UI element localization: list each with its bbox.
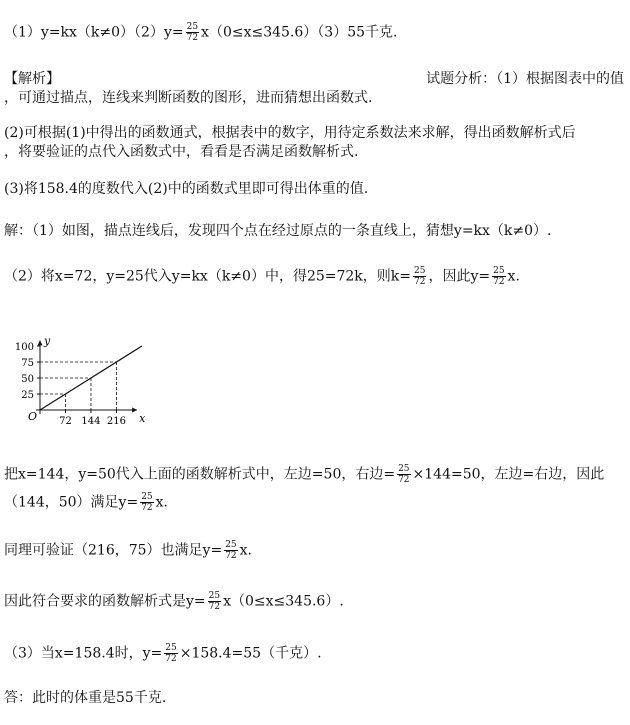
solution-step1: 解：（1）如图，描点连线后，发现四个点在经过原点的一条直线上，猜想y=kx（k≠0）. <box>4 223 552 239</box>
solution-step5-text-b: x. <box>239 542 252 559</box>
x-axis-arrow <box>132 408 137 413</box>
solution-step6-text-b: x（0≤x≤345.6）. <box>223 593 344 610</box>
fraction <box>224 540 237 561</box>
analysis-line4: ，将要验证的点代入函数式中，看看是否满足函数解析式. <box>4 144 359 160</box>
analysis-label: 【解析】 <box>4 71 60 87</box>
solution-step7-text-b: ×158.4=55（千克）. <box>179 645 322 662</box>
fraction-denominator: 72 <box>141 503 153 513</box>
solution-step4 <box>4 492 168 513</box>
origin-label: O <box>28 410 38 423</box>
fraction-numerator: 25 <box>208 591 221 601</box>
solution-step2 <box>4 266 520 287</box>
y-tick-label: 50 <box>21 374 34 385</box>
solution-step4-text-a: （144，50）满足y= <box>4 494 139 511</box>
x-tick-label: 144 <box>81 416 101 427</box>
fraction-denominator: 72 <box>493 277 505 287</box>
fraction-numerator: 25 <box>398 464 410 474</box>
solution-step5 <box>4 540 252 561</box>
fraction-denominator: 72 <box>414 277 426 287</box>
y-axis-arrow <box>38 340 43 345</box>
solution-step3-text-a: 把x=144，y=50代入上面的函数解析式中，左边=50，右边= <box>4 466 396 483</box>
fraction-numerator: 25 <box>225 540 237 550</box>
solution-step2-text-c: x. <box>507 268 520 285</box>
x-tick-label: 216 <box>106 416 127 427</box>
function-graph <box>10 312 170 430</box>
solution-step4-text-b: x. <box>155 494 168 511</box>
fraction-denominator: 72 <box>165 654 177 664</box>
x-axis-label: x <box>139 412 146 425</box>
answer-part1: （1）y=kx（k≠0）（2）y= <box>4 24 184 41</box>
solution-step2-text-b: ，因此y= <box>428 268 491 285</box>
fraction-denominator: 72 <box>208 602 221 612</box>
fraction-numerator: 25 <box>165 643 177 653</box>
fraction <box>164 643 177 664</box>
analysis-line3: (2)可根据(1)中得出的函数通式，根据表中的数字，用待定系数法来求解，得出函数解析式后 <box>4 125 576 141</box>
solution-step5-text-a: 同理可验证（216，75）也满足y= <box>4 542 223 559</box>
fraction-numerator: 25 <box>493 266 505 276</box>
solution-step6-text-a: 因此符合要求的函数解析式是y= <box>4 593 206 610</box>
solution-step2-text-a: （2）将x=72，y=25代入y=kx（k≠0）中，得25=72k，则k= <box>4 268 411 285</box>
fraction <box>140 492 153 513</box>
fraction-denominator: 72 <box>186 33 199 43</box>
y-tick-label: 75 <box>21 358 34 369</box>
final-answer: 答：此时的体重是55千克. <box>4 690 167 706</box>
fraction <box>208 591 221 612</box>
y-tick-label: 100 <box>14 342 34 353</box>
analysis-line2: ，可通过描点，连线来判断函数的图形，进而猜想出函数式. <box>4 90 373 106</box>
fraction-denominator: 72 <box>225 551 237 561</box>
fraction-numerator: 25 <box>186 22 199 32</box>
y-axis-label: y <box>44 334 51 348</box>
answer-part2: x（0≤x≤345.6）（3）55千克. <box>201 24 398 41</box>
solution-step6 <box>4 591 344 612</box>
answer-fraction <box>186 22 199 43</box>
analysis-line5: (3)将158.4的度数代入(2)中的函数式里即可得出体重的值. <box>4 181 369 197</box>
fraction-denominator: 72 <box>398 475 410 485</box>
solution-step3-text-b: ×144=50，左边=右边，因此 <box>412 466 605 483</box>
answer-line <box>4 22 397 43</box>
fraction-numerator: 25 <box>141 492 153 502</box>
fraction-k <box>413 266 426 287</box>
analysis-right-text: 试题分析：（1）根据图表中的值 <box>426 71 624 87</box>
fraction-y <box>492 266 505 287</box>
solution-step7 <box>4 643 322 664</box>
solution-step7-text-a: （3）当x=158.4时，y= <box>4 645 163 662</box>
fraction <box>397 464 410 485</box>
y-tick-label: 25 <box>21 390 34 401</box>
solution-step3 <box>4 464 604 485</box>
fraction-numerator: 25 <box>414 266 426 276</box>
x-tick-label: 72 <box>59 416 72 427</box>
